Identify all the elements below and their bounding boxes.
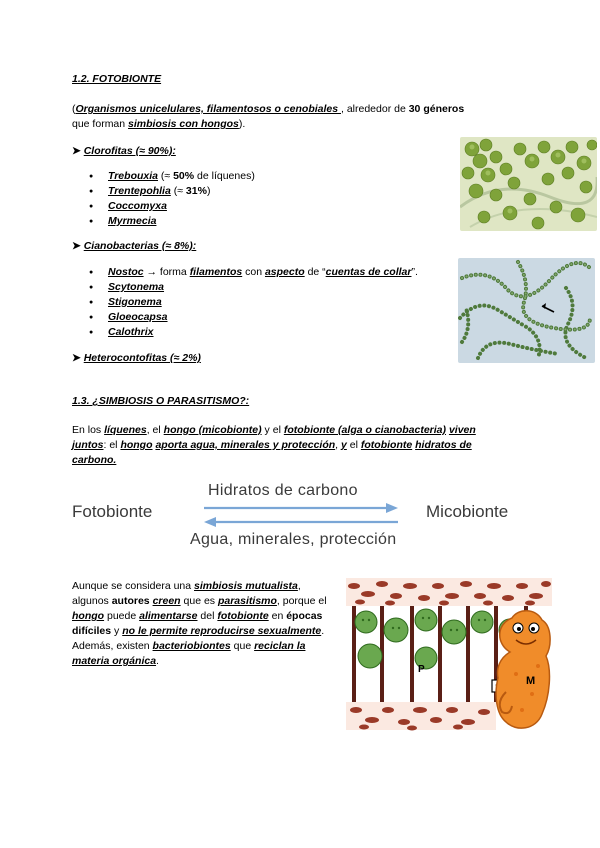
parasitism-paragraph [72, 579, 336, 669]
arrow-left-icon [204, 517, 398, 527]
term: bacteriobiontes [152, 640, 231, 652]
group-label: Clorofitas (≈ 90%): [83, 145, 176, 157]
term: líquenes [104, 424, 147, 436]
diagram-label-fotobionte: Fotobionte [72, 502, 153, 521]
genus-name: Calothrix [108, 326, 154, 338]
term: aporta agua, minerales y protección [155, 439, 336, 451]
term: hongo [72, 610, 105, 622]
text: puede [104, 610, 140, 622]
text: que es [180, 595, 218, 607]
cartoon-label-m: M [526, 675, 536, 687]
intro-paragraph [72, 102, 467, 132]
list-item [108, 184, 255, 199]
term: fotobionte [217, 610, 269, 622]
diagram-label-micobionte: Micobionte [426, 502, 509, 521]
text: que forman [72, 118, 129, 130]
term: aspecto [264, 266, 305, 278]
list-item [108, 310, 418, 325]
genus-name: Gloeocapsa [108, 311, 168, 323]
term: hongo (micobionte) [163, 424, 262, 436]
text: (≈ [170, 185, 186, 197]
nostoc-micrograph-svg [458, 258, 595, 363]
term: 30 géneros [408, 103, 465, 115]
text: ). [238, 118, 246, 130]
term: simbiosis mutualista [194, 580, 298, 592]
list-item [108, 280, 418, 295]
group-label: Cianobacterias (≈ 8%): [83, 240, 197, 252]
text: En los [72, 424, 105, 436]
text: . Además, existen [72, 625, 325, 652]
text: , porque el [276, 595, 327, 607]
term: fotobionte [360, 439, 413, 451]
clorofitas-heading [72, 145, 176, 157]
term: fotobionte (alga o cianobacteria) [283, 424, 447, 436]
relationship-paragraph [72, 423, 512, 468]
genus-name: Stigonema [108, 296, 162, 308]
genus-name: Coccomyxa [108, 200, 167, 212]
lichen-cartoon-svg [346, 574, 552, 734]
text: de líquenes) [194, 170, 255, 182]
cianobacterias-heading [72, 240, 196, 252]
term: filamentos [189, 266, 243, 278]
nostoc-micrograph-image [458, 258, 595, 363]
term: hidratos de carbono. [72, 439, 472, 466]
genus-name: Trentepohlia [108, 185, 171, 197]
list-item [108, 325, 418, 340]
text: en [268, 610, 287, 622]
text: que [230, 640, 255, 652]
exchange-diagram [72, 480, 532, 555]
list-item [108, 214, 255, 229]
text: ”. [411, 266, 418, 278]
text: : el [103, 439, 121, 451]
cartoon-label-p: P [418, 664, 425, 675]
clorofitas-list [108, 169, 255, 229]
term: y [341, 439, 347, 451]
text: ( [72, 103, 76, 115]
term: no le permite reproducirse sexualmente [122, 625, 322, 637]
list-item [108, 295, 418, 310]
lichen-cartoon-image [346, 574, 552, 734]
list-item [108, 265, 418, 280]
genus-name: Myrmecia [108, 215, 157, 227]
group-label: Heterocontofitas (≈ 2%) [83, 352, 201, 364]
text: → forma [143, 266, 190, 278]
text: , alrededor de [341, 103, 409, 115]
heterocontofitas-heading [72, 352, 201, 364]
term: Organismos unicelulares, filamentosos o cenobiales [75, 103, 341, 115]
term: épocas difíciles [72, 610, 323, 637]
text: y el [261, 424, 284, 436]
exchange-arrows-svg [200, 502, 402, 530]
percent: 31% [185, 185, 207, 197]
list-item [108, 169, 255, 184]
section-title-fotobionte: 1.2. FOTOBIONTE [72, 73, 162, 85]
text: , el [146, 424, 164, 436]
cianobacterias-list [108, 265, 418, 340]
text: del [197, 610, 218, 622]
genus-name: Nostoc [108, 266, 144, 278]
text: y [111, 625, 123, 637]
genus-name: Scytonema [108, 281, 165, 293]
text: el [346, 439, 361, 451]
algae-micrograph-svg [460, 137, 597, 231]
arrow-bullet-icon: ➤ [72, 352, 84, 364]
term: alimentarse [139, 610, 198, 622]
term: viven juntos [72, 424, 476, 451]
genus-name: Trebouxia [108, 170, 158, 182]
term: parasitismo [217, 595, 277, 607]
text: de “ [304, 266, 326, 278]
list-item [108, 199, 255, 214]
text: , algunos [72, 580, 301, 607]
algae-micrograph-image [460, 137, 597, 231]
text: (≈ [158, 170, 174, 182]
term: simbiosis con hongos [128, 118, 239, 130]
text: , [335, 439, 342, 451]
text: con [242, 266, 265, 278]
term: creen [152, 595, 181, 607]
percent: 50% [173, 170, 195, 182]
section-title-simbiosis: 1.3. ¿SIMBIOSIS O PARASITISMO?: [72, 395, 250, 407]
term: cuentas de collar [325, 266, 412, 278]
arrow-bullet-icon: ➤ [72, 240, 84, 252]
diagram-label-hidratos: Hidratos de carbono [208, 482, 358, 499]
text: ) [206, 185, 211, 197]
text: . [156, 655, 159, 667]
arrow-right-icon [204, 503, 398, 513]
term: autores [111, 595, 150, 607]
term: reciclan la materia orgánica [72, 640, 306, 667]
text: Aunque se considera una [72, 580, 195, 592]
diagram-label-agua: Agua, minerales, protección [190, 531, 397, 548]
arrow-bullet-icon: ➤ [72, 145, 84, 157]
term: hongo [120, 439, 153, 451]
